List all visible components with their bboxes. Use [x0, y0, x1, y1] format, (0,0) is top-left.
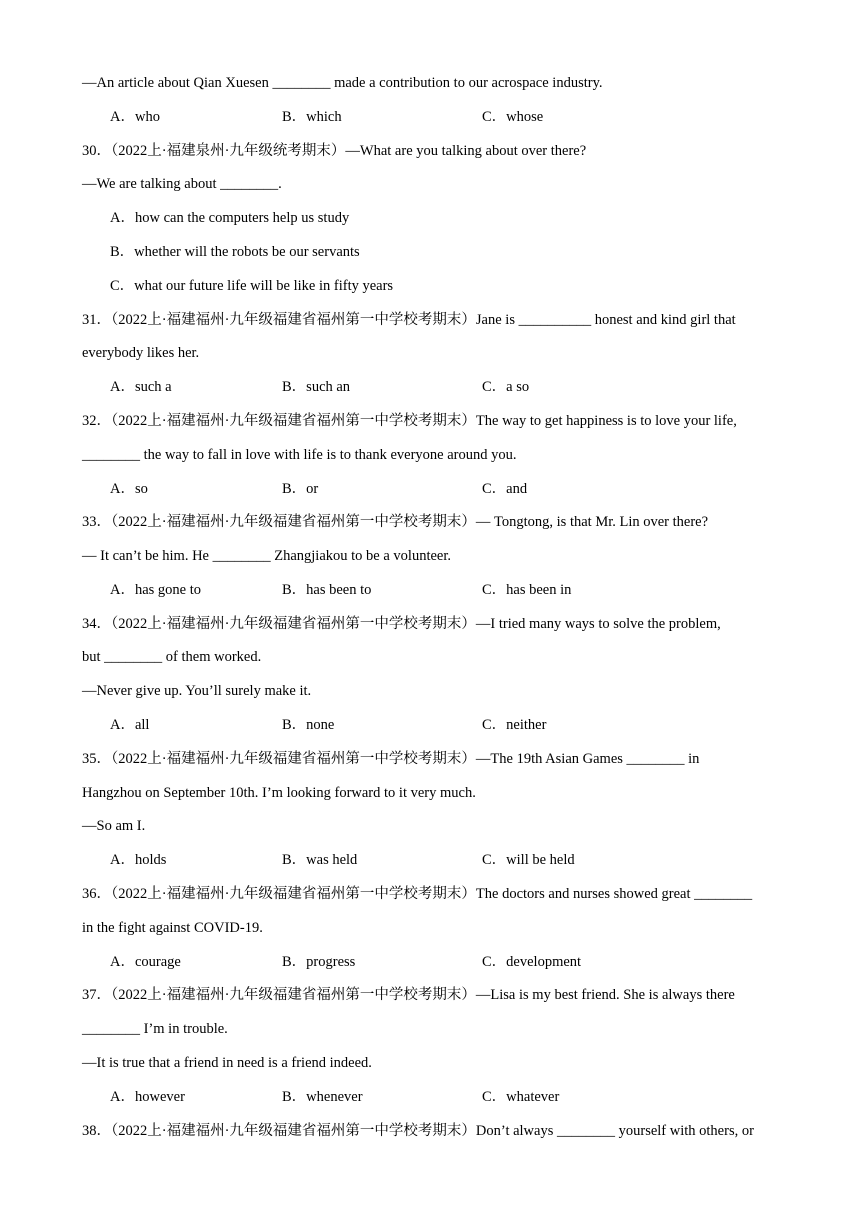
question-30-reply: —We are talking about ________. [82, 176, 282, 192]
question-29-options [110, 108, 810, 126]
option-c: C．and [482, 481, 528, 497]
question-35-options [110, 851, 810, 869]
option-c: C．has been in [482, 582, 572, 598]
question-38-stem: 38．（2022上·福建福州·九年级福建省福州第一中学校考期末）Don’t always ________ yourself with others, or [82, 1123, 754, 1139]
option-a: A．who [110, 109, 160, 125]
question-34-reply: —Never give up. You’ll surely make it. [82, 683, 312, 699]
question-30-option-a [110, 209, 810, 227]
question-37-reply: —It is true that a friend in need is a friend indeed. [82, 1055, 372, 1071]
question-35-stem-cont: Hangzhou on September 10th. I’m looking forward to it very much. [82, 785, 476, 801]
option-a: A．holds [110, 852, 167, 868]
option-b: B．whether will the robots be our servants [110, 244, 360, 260]
question-34-stem: 34．（2022上·福建福州·九年级福建省福州第一中学校考期末）—I tried many ways to solve the problem, [82, 616, 721, 632]
question-33-options [110, 581, 810, 599]
option-b: B．was held [282, 852, 358, 868]
question-35-stem: 35．（2022上·福建福州·九年级福建省福州第一中学校考期末）—The 19th Asian Games ________ in [82, 751, 700, 767]
option-b: B．or [282, 481, 319, 497]
question-34-stem-cont: but ________ of them worked. [82, 649, 262, 665]
question-29-stem: —An article about Qian Xuesen ________ made a contribution to our acrospace industry. [82, 75, 603, 91]
option-b: B．has been to [282, 582, 372, 598]
option-c: C．neither [482, 717, 547, 733]
question-33-stem: 33．（2022上·福建福州·九年级福建省福州第一中学校考期末）— Tongtong, is that Mr. Lin over there? [82, 514, 709, 530]
option-b: B．which [282, 109, 342, 125]
option-b: B．whenever [282, 1089, 363, 1105]
question-36-stem: 36．（2022上·福建福州·九年级福建省福州第一中学校考期末）The doctors and nurses showed great ________ [82, 886, 753, 902]
option-c: C．whose [482, 109, 544, 125]
question-32-stem-cont: ________ the way to fall in love with life is to thank everyone around you. [82, 447, 517, 463]
question-30-option-c [110, 277, 810, 295]
option-c: C．a so [482, 379, 530, 395]
question-37-stem-cont: ________ I’m in trouble. [82, 1021, 228, 1037]
question-37-options [110, 1088, 810, 1106]
option-a: A．so [110, 481, 148, 497]
question-32-options [110, 480, 810, 498]
option-b: B．such an [282, 379, 351, 395]
option-a: A．how can the computers help us study [110, 210, 350, 226]
question-30-stem: 30．（2022上·福建泉州·九年级统考期末）—What are you talking about over there? [82, 143, 587, 159]
question-32-stem: 32．（2022上·福建福州·九年级福建省福州第一中学校考期末）The way to get happiness is to love your life, [82, 413, 737, 429]
question-37-stem: 37．（2022上·福建福州·九年级福建省福州第一中学校考期末）—Lisa is my best friend. She is always there [82, 987, 735, 1003]
option-a: A．such a [110, 379, 172, 395]
option-a: A．however [110, 1089, 185, 1105]
option-c: C．will be held [482, 852, 575, 868]
option-b: B．progress [282, 954, 356, 970]
question-36-stem-cont: in the fight against COVID-19. [82, 920, 263, 936]
question-31-stem: 31．（2022上·福建福州·九年级福建省福州第一中学校考期末）Jane is __________ honest and kind girl that [82, 312, 736, 328]
option-c: C．development [482, 954, 582, 970]
option-a: A．courage [110, 954, 181, 970]
question-33-stem-cont: — It can’t be him. He ________ Zhangjiakou to be a volunteer. [82, 548, 451, 564]
option-c: C．what our future life will be like in fifty years [110, 278, 394, 294]
option-c: C．whatever [482, 1089, 560, 1105]
option-a: A．all [110, 717, 150, 733]
question-36-options [110, 953, 810, 971]
question-31-stem-cont: everybody likes her. [82, 345, 200, 361]
option-b: B．none [282, 717, 335, 733]
question-31-options [110, 378, 810, 396]
question-34-options [110, 716, 810, 734]
question-35-reply: —So am I. [82, 818, 146, 834]
question-30-option-b [110, 243, 810, 261]
option-a: A．has gone to [110, 582, 202, 598]
